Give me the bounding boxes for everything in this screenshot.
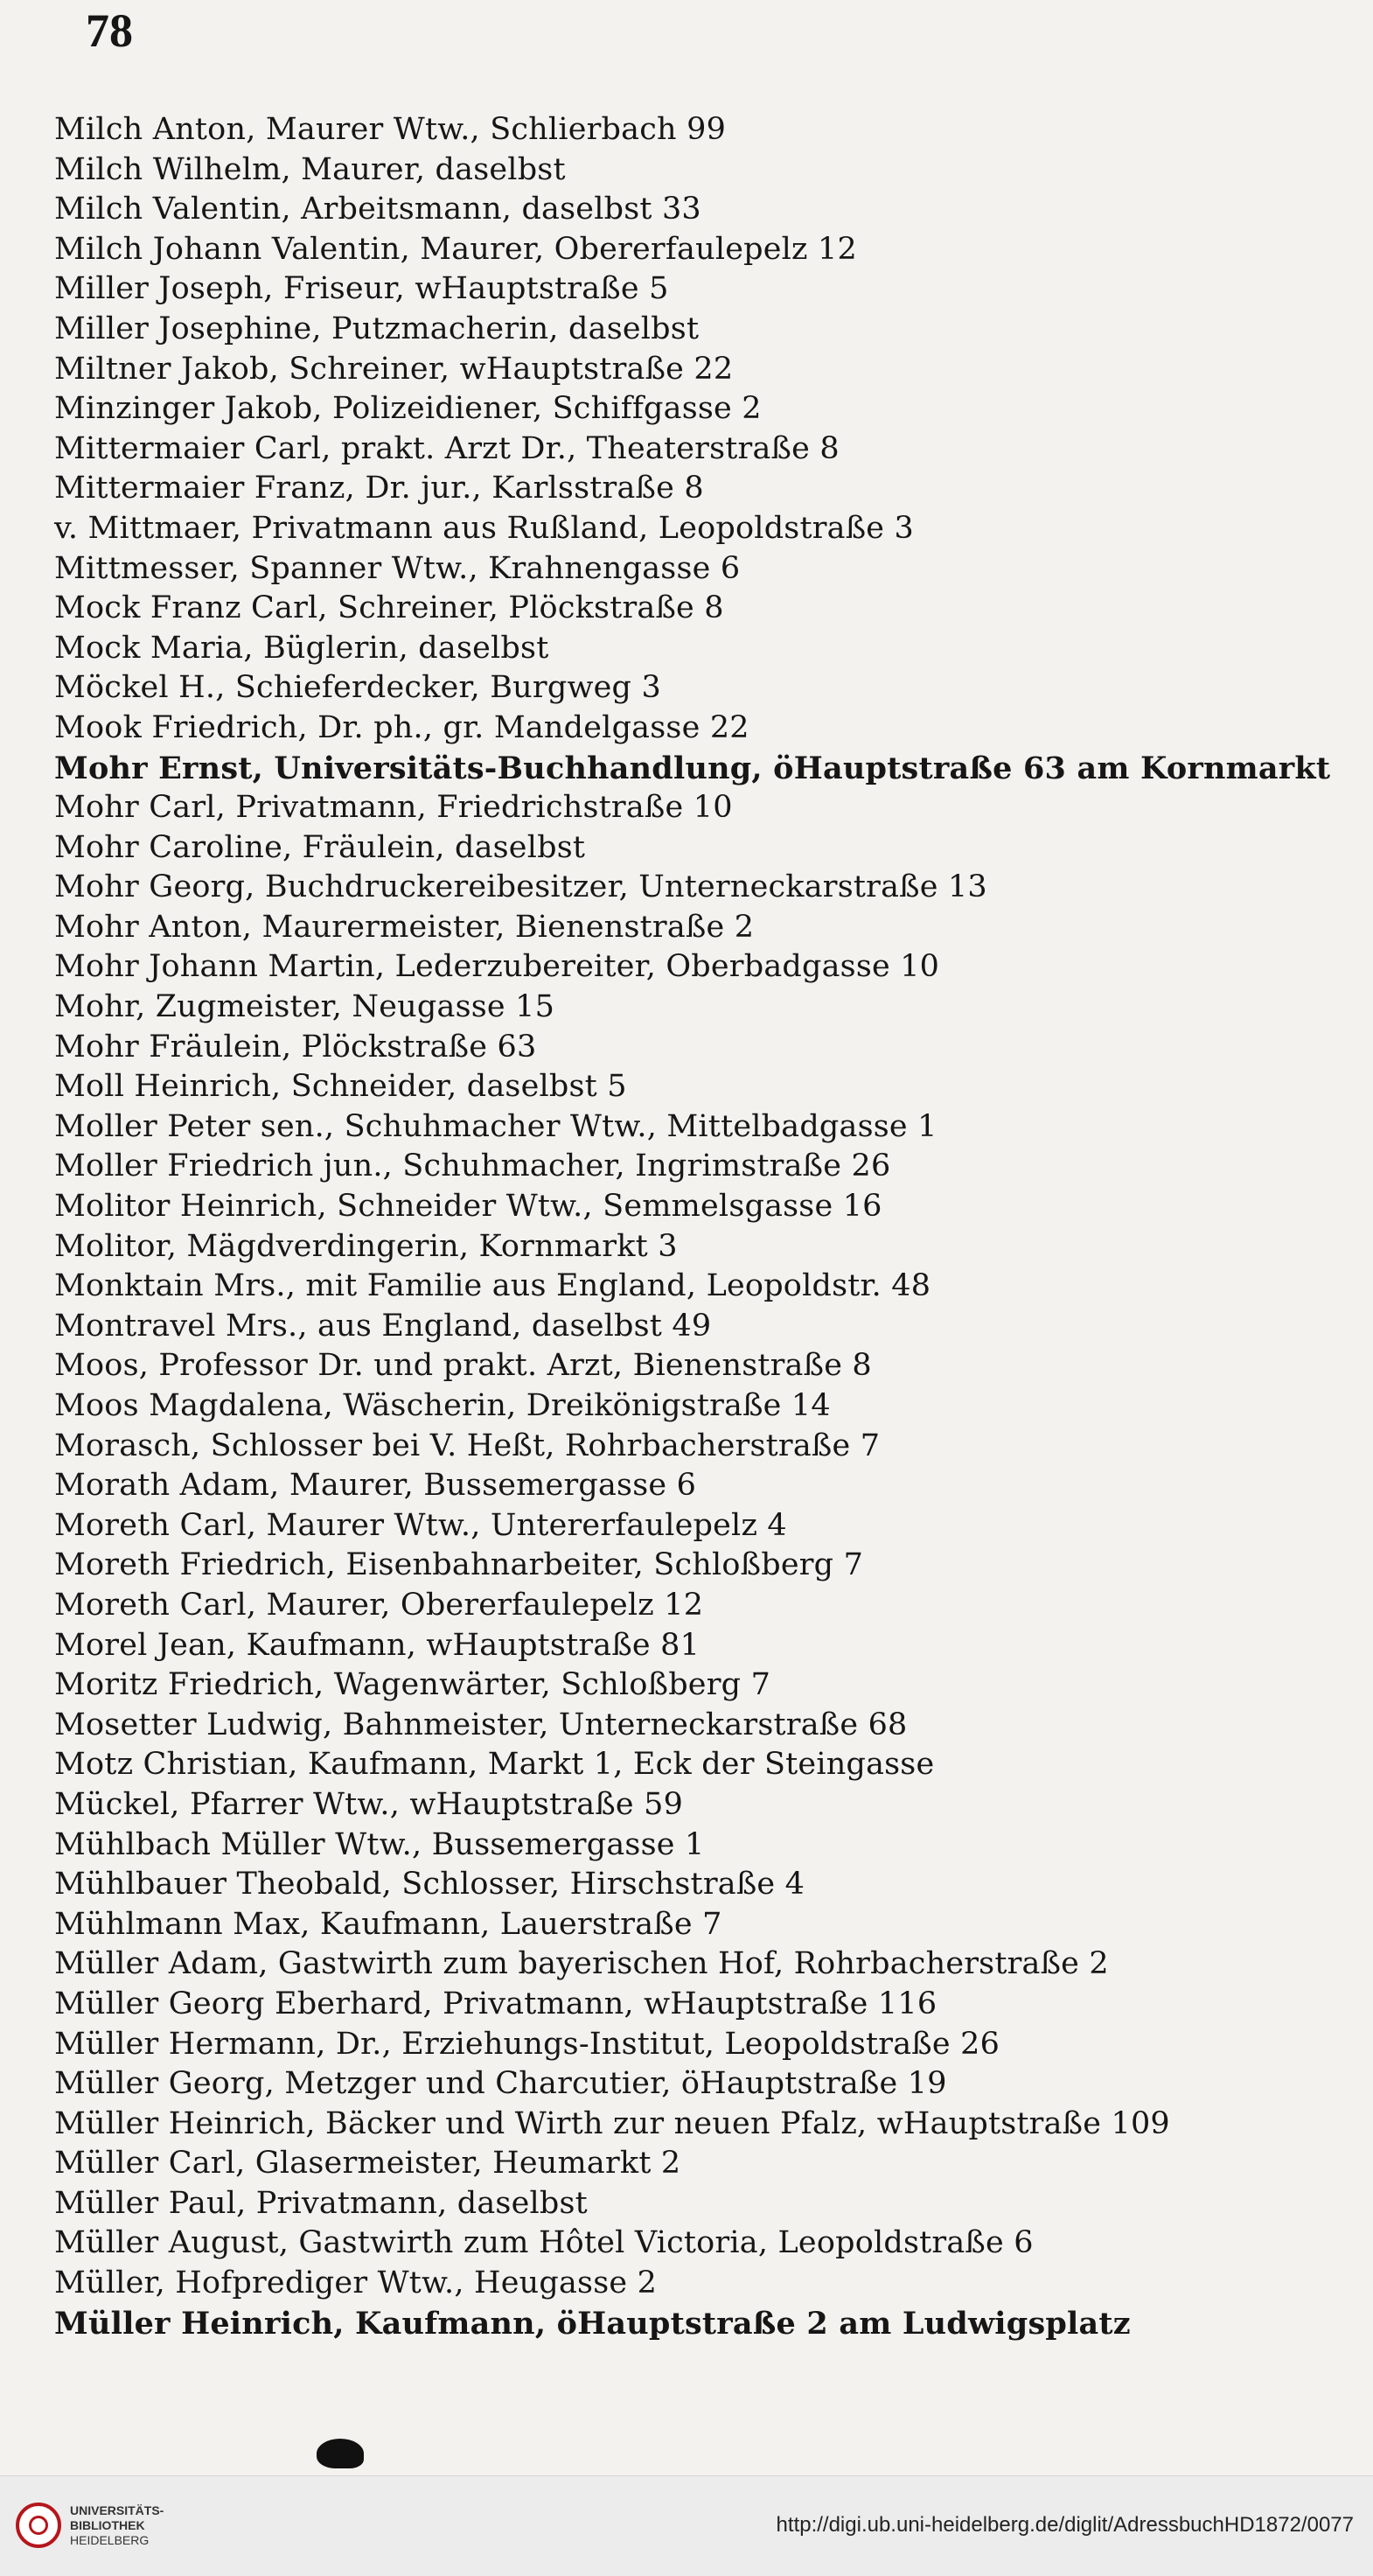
entry: Morasch, Schlosser bei V. Heßt, Rohrbacherstraße 7 xyxy=(54,1428,881,1463)
entry-highlighted: Mohr Ernst, Universitäts-Buchhandlung, öHauptstraße 63 am Kornmarkt xyxy=(54,750,1331,786)
entry: Müller Paul, Privatmann, daselbst xyxy=(54,2185,588,2221)
entry: Moreth Friedrich, Eisenbahnarbeiter, Schloßberg 7 xyxy=(54,1547,864,1583)
entry: Moreth Carl, Maurer, Obererfaulepelz 12 xyxy=(54,1587,704,1623)
entry: Miller Josephine, Putzmacherin, daselbst xyxy=(54,311,700,346)
entry: Mohr Georg, Buchdruckereibesitzer, Unterneckarstraße 13 xyxy=(54,869,987,905)
entry: Müller Carl, Glasermeister, Heumarkt 2 xyxy=(54,2146,681,2182)
entry: Mohr Johann Martin, Lederzubereiter, Oberbadgasse 10 xyxy=(54,949,940,985)
entry: Moreth Carl, Maurer Wtw., Untererfaulepelz 4 xyxy=(54,1507,787,1543)
entry: Müller August, Gastwirth zum Hôtel Victoria, Leopoldstraße 6 xyxy=(54,2225,1034,2261)
logo-line: BIBLIOTHEK xyxy=(70,2517,145,2532)
directory-entries xyxy=(54,110,1331,2343)
entry-highlighted: Müller Heinrich, Kaufmann, öHauptstraße 2 am Ludwigsplatz xyxy=(54,2305,1131,2342)
entry: Mook Friedrich, Dr. ph., gr. Mandelgasse 22 xyxy=(54,709,749,745)
entry: Mohr, Zugmeister, Neugasse 15 xyxy=(54,989,555,1025)
entry: Moller Peter sen., Schuhmacher Wtw., Mittelbadgasse 1 xyxy=(54,1108,937,1144)
entry: Molitor Heinrich, Schneider Wtw., Semmelsgasse 16 xyxy=(54,1189,882,1225)
entry: Mühlmann Max, Kaufmann, Lauerstraße 7 xyxy=(54,1906,722,1942)
entry: Mohr Carl, Privatmann, Friedrichstraße 10 xyxy=(54,790,733,826)
footer-bar xyxy=(0,2475,1373,2576)
entry: Mückel, Pfarrer Wtw., wHauptstraße 59 xyxy=(54,1786,684,1822)
entry: Moos, Professor Dr. und prakt. Arzt, Bienenstraße 8 xyxy=(54,1348,872,1384)
entry: Morath Adam, Maurer, Bussemergasse 6 xyxy=(54,1468,697,1504)
entry: Motz Christian, Kaufmann, Markt 1, Eck der Steingasse xyxy=(54,1747,935,1783)
entry: Milch Johann Valentin, Maurer, Obererfaulepelz 12 xyxy=(54,231,857,267)
entry: Milch Valentin, Arbeitsmann, daselbst 33 xyxy=(54,192,701,227)
entry: Minzinger Jakob, Polizeidiener, Schiffgasse 2 xyxy=(54,391,762,427)
logo-text xyxy=(70,2503,164,2548)
entry: Müller, Hofprediger Wtw., Heugasse 2 xyxy=(54,2265,658,2301)
university-seal-icon xyxy=(16,2503,61,2548)
entry: Mittermaier Carl, prakt. Arzt Dr., Theaterstraße 8 xyxy=(54,430,840,466)
source-url[interactable]: http://digi.ub.uni-heidelberg.de/diglit/AdressbuchHD1872/0077 xyxy=(776,2513,1354,2537)
entry: Mohr Anton, Maurermeister, Bienenstraße 2 xyxy=(54,909,755,945)
entry: Möckel H., Schieferdecker, Burgweg 3 xyxy=(54,670,661,706)
entry: Moller Friedrich jun., Schuhmacher, Ingrimstraße 26 xyxy=(54,1148,891,1184)
entry: Müller Hermann, Dr., Erziehungs-Institut, Leopoldstraße 26 xyxy=(54,2026,1000,2062)
library-logo[interactable] xyxy=(16,2503,164,2548)
entry: Moos Magdalena, Wäscherin, Dreikönigstraße 14 xyxy=(54,1388,831,1423)
entry: Mühlbauer Theobald, Schlosser, Hirschstraße 4 xyxy=(54,1867,805,1902)
entry: Mühlbach Müller Wtw., Bussemergasse 1 xyxy=(54,1826,705,1862)
entry: Molitor, Mägdverdingerin, Kornmarkt 3 xyxy=(54,1228,678,1264)
entry: Mohr Fräulein, Plöckstraße 63 xyxy=(54,1029,537,1065)
entry: Mittmesser, Spanner Wtw., Krahnengasse 6 xyxy=(54,550,741,586)
entry: Müller Georg Eberhard, Privatmann, wHauptstraße 116 xyxy=(54,1986,937,2021)
entry: Milch Wilhelm, Maurer, daselbst xyxy=(54,151,566,187)
logo-line: UNIVERSITÄTS- xyxy=(70,2503,164,2517)
ink-smudge xyxy=(317,2439,364,2468)
entry: Mittermaier Franz, Dr. jur., Karlsstraße 8 xyxy=(54,471,704,506)
entry: Moll Heinrich, Schneider, daselbst 5 xyxy=(54,1069,627,1105)
entry: Moritz Friedrich, Wagenwärter, Schloßberg 7 xyxy=(54,1667,771,1703)
entry: Mock Maria, Büglerin, daselbst xyxy=(54,630,549,666)
page-number: 78 xyxy=(86,4,133,57)
entry: Mohr Caroline, Fräulein, daselbst xyxy=(54,829,586,865)
entry: Mock Franz Carl, Schreiner, Plöckstraße 8 xyxy=(54,590,724,626)
entry: v. Mittmaer, Privatmann aus Rußland, Leopoldstraße 3 xyxy=(54,510,915,546)
entry: Milch Anton, Maurer Wtw., Schlierbach 99 xyxy=(54,112,727,147)
logo-line: HEIDELBERG xyxy=(70,2532,150,2547)
entry: Miller Joseph, Friseur, wHauptstraße 5 xyxy=(54,271,669,307)
entry: Montravel Mrs., aus England, daselbst 49 xyxy=(54,1308,712,1344)
entry: Müller Georg, Metzger und Charcutier, öHauptstraße 19 xyxy=(54,2066,947,2102)
entry: Mosetter Ludwig, Bahnmeister, Unterneckarstraße 68 xyxy=(54,1707,908,1742)
entry: Monktain Mrs., mit Familie aus England, Leopoldstr. 48 xyxy=(54,1268,931,1304)
entry: Morel Jean, Kaufmann, wHauptstraße 81 xyxy=(54,1627,700,1663)
entry: Müller Adam, Gastwirth zum bayerischen Hof, Rohrbacherstraße 2 xyxy=(54,1946,1109,1982)
entry: Miltner Jakob, Schreiner, wHauptstraße 22 xyxy=(54,351,734,387)
entry: Müller Heinrich, Bäcker und Wirth zur neuen Pfalz, wHauptstraße 109 xyxy=(54,2105,1170,2141)
